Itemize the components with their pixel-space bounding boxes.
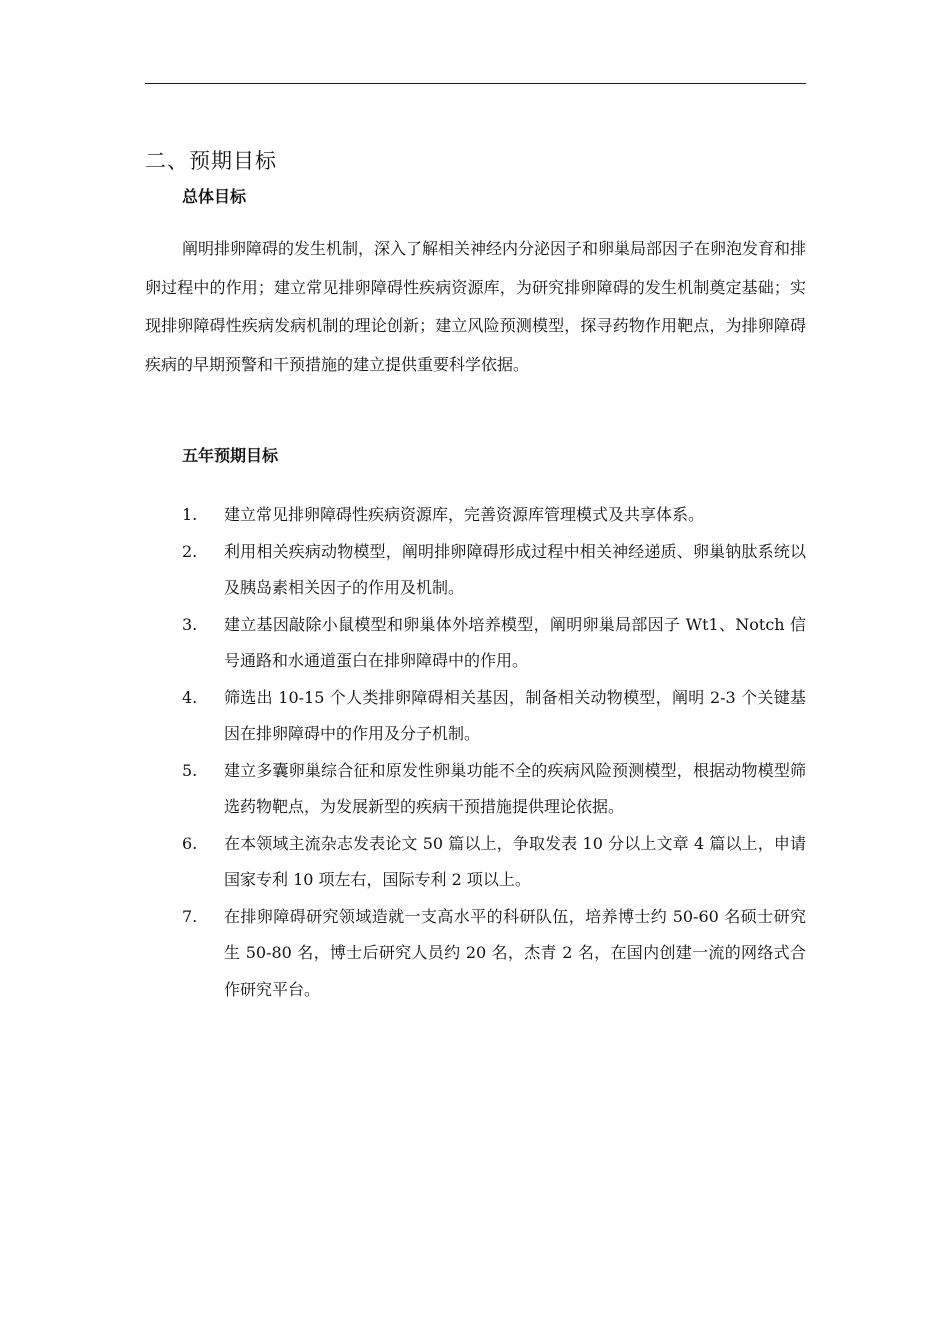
goal-text: 利用相关疾病动物模型，阐明排卵障碍形成过程中相关神经递质、卵巢钠肽系统以及胰岛素相关因子的作用及机制。	[224, 541, 806, 597]
goal-text: 建立多囊卵巢综合征和原发性卵巢功能不全的疾病风险预测模型，根据动物模型筛选药物靶点，为发展新型的疾病干预措施提供理论依据。	[224, 760, 806, 816]
goal-text: 在本领域主流杂志发表论文 50 篇以上，争取发表 10 分以上文章 4 篇以上，申请国家专利 10 项左右，国际专利 2 项以上。	[224, 833, 806, 889]
goal-number: 4.	[182, 687, 198, 707]
goal-item-2	[145, 534, 806, 607]
goal-number: 7.	[182, 906, 198, 926]
goal-item-1	[145, 497, 806, 534]
goal-item-5	[145, 753, 806, 826]
overall-goal-heading: 总体目标	[182, 187, 247, 206]
goal-text: 在排卵障碍研究领域造就一支高水平的科研队伍，培养博士约 50-60 名硕士研究生 50-80 名，博士后研究人员约 20 名，杰青 2 名，在国内创建一流的网络式合作研究平台。	[224, 906, 806, 999]
goal-text: 建立常见排卵障碍性疾病资源库，完善资源库管理模式及共享体系。	[224, 505, 705, 524]
goal-item-3	[145, 607, 806, 680]
goal-item-6	[145, 826, 806, 899]
five-year-goal-heading: 五年预期目标	[182, 446, 279, 465]
goal-number: 2.	[182, 541, 198, 561]
header-rule	[145, 83, 806, 84]
five-year-goal-list	[145, 497, 806, 1008]
goal-item-7	[145, 899, 806, 1009]
overall-goal-paragraph: 阐明排卵障碍的发生机制，深入了解相关神经内分泌因子和卵巢局部因子在卵泡发育和排卵过程中的作用；建立常见排卵障碍性疾病资源库，为研究排卵障碍的发生机制奠定基础；实现排卵障碍性疾病发病机制的理论创新；建立风险预测模型，探寻药物作用靶点，为排卵障碍疾病的早期预警和干预措施的建立提供重要科学依据。	[145, 239, 807, 374]
section-title: 二、预期目标	[145, 149, 277, 173]
goal-number: 1.	[182, 505, 198, 524]
goal-number: 5.	[182, 760, 198, 780]
goal-number: 6.	[182, 833, 198, 853]
goal-text: 建立基因敲除小鼠模型和卵巢体外培养模型，阐明卵巢局部因子 Wt1、Notch 信号通路和水通道蛋白在排卵障碍中的作用。	[224, 614, 806, 670]
goal-item-4	[145, 680, 806, 753]
goal-number: 3.	[182, 614, 198, 634]
goal-text: 筛选出 10-15 个人类排卵障碍相关基因，制备相关动物模型，阐明 2-3 个关键基因在排卵障碍中的作用及分子机制。	[224, 687, 806, 743]
